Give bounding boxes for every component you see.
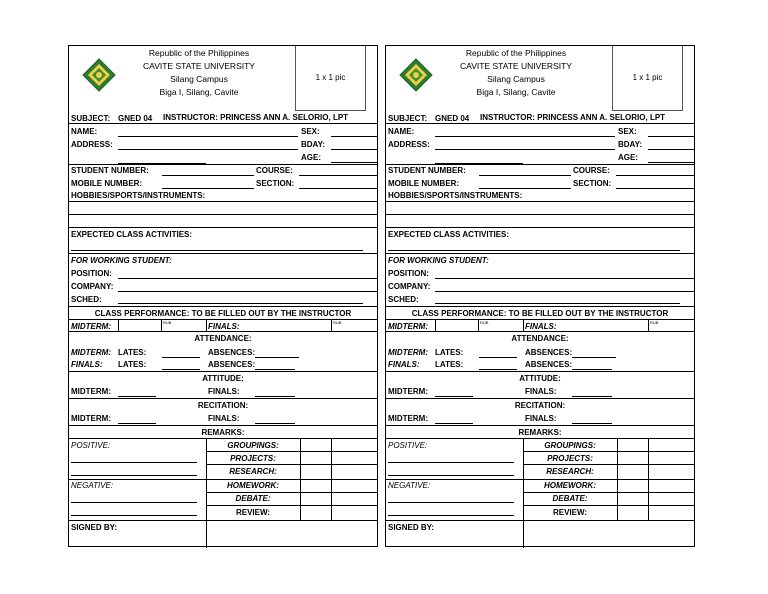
debate-label: DEBATE: bbox=[552, 494, 588, 503]
course-field[interactable] bbox=[616, 175, 694, 176]
section-field[interactable] bbox=[299, 188, 377, 189]
divider bbox=[69, 123, 377, 124]
divider bbox=[206, 464, 377, 465]
cell-border bbox=[478, 319, 479, 331]
attitude-heading: ATTITUDE: bbox=[202, 374, 244, 383]
recitation-finals-label: FINALS: bbox=[525, 414, 557, 423]
photo-box bbox=[612, 46, 683, 111]
grade-finals-label: FINALS: bbox=[525, 322, 557, 331]
positive-field-2[interactable] bbox=[71, 475, 197, 476]
divider bbox=[386, 201, 694, 202]
divider bbox=[69, 253, 377, 254]
age-label: AGE: bbox=[301, 153, 321, 162]
expected-label: EXPECTED CLASS ACTIVITIES: bbox=[388, 230, 510, 239]
hobbies-label: HOBBIES/SPORTS/INSTRUMENTS: bbox=[388, 191, 523, 200]
remarks-heading: REMARKS: bbox=[518, 428, 562, 437]
working-student-label: FOR WORKING STUDENT: bbox=[71, 256, 172, 265]
positive-field[interactable] bbox=[71, 462, 197, 463]
student-number-label: STUDENT NUMBER: bbox=[71, 166, 149, 175]
divider bbox=[386, 371, 694, 372]
groupings-label: GROUPINGS: bbox=[227, 441, 279, 450]
cell-border bbox=[118, 319, 119, 331]
mobile-number-field[interactable] bbox=[479, 188, 571, 189]
grade-midterm-label: MIDTERM: bbox=[388, 322, 428, 331]
student-card-left bbox=[68, 45, 378, 547]
name-field[interactable] bbox=[435, 136, 615, 137]
divider bbox=[386, 331, 694, 332]
projects-label: PROJECTS: bbox=[547, 454, 593, 463]
recitation-midterm-field[interactable] bbox=[435, 423, 473, 424]
position-field[interactable] bbox=[118, 278, 377, 279]
divider bbox=[206, 451, 377, 452]
sex-label: SEX: bbox=[618, 127, 637, 136]
divider bbox=[523, 464, 694, 465]
divider bbox=[386, 253, 694, 254]
groupings-label: GROUPINGS: bbox=[544, 441, 596, 450]
student-number-field[interactable] bbox=[479, 175, 571, 176]
divider bbox=[69, 520, 377, 521]
recitation-heading: RECITATION: bbox=[514, 401, 566, 410]
section-label: SECTION: bbox=[256, 179, 295, 188]
divider bbox=[386, 227, 694, 228]
divider bbox=[69, 425, 377, 426]
remarks-heading: REMARKS: bbox=[201, 428, 245, 437]
divider bbox=[69, 331, 377, 332]
research-label: RESEARCH: bbox=[546, 467, 594, 476]
student-number-label: STUDENT NUMBER: bbox=[388, 166, 466, 175]
midterm-lates-label: LATES: bbox=[435, 348, 464, 357]
company-label: COMPANY: bbox=[388, 282, 431, 291]
mobile-number-label: MOBILE NUMBER: bbox=[388, 179, 460, 188]
attitude-finals-label: FINALS: bbox=[208, 387, 240, 396]
sched-label: SCHED: bbox=[388, 295, 419, 304]
divider bbox=[523, 505, 694, 506]
grade-midterm-label: MIDTERM: bbox=[71, 322, 111, 331]
header-university: CAVITE STATE UNIVERSITY bbox=[143, 61, 255, 71]
cell-border bbox=[435, 319, 436, 331]
course-label: COURSE: bbox=[573, 166, 610, 175]
attendance-midterm-label: MIDTERM: bbox=[71, 348, 111, 357]
recitation-finals-field[interactable] bbox=[572, 423, 612, 424]
negative-field[interactable] bbox=[71, 502, 197, 503]
finals-absences-field[interactable] bbox=[255, 369, 295, 370]
sex-field[interactable] bbox=[648, 136, 694, 137]
attitude-midterm-label: MIDTERM: bbox=[388, 387, 428, 396]
divider bbox=[69, 201, 377, 202]
hobbies-line bbox=[69, 214, 377, 215]
attendance-finals-label: FINALS: bbox=[71, 360, 103, 369]
attitude-midterm-field[interactable] bbox=[118, 396, 156, 397]
attendance-heading: ATTENDANCE: bbox=[194, 334, 252, 343]
performance-title: CLASS PERFORMANCE: TO BE FILLED OUT BY THE INSTRUCTOR bbox=[411, 309, 669, 318]
attitude-heading: ATTITUDE: bbox=[519, 374, 561, 383]
midterm-lates-field[interactable] bbox=[162, 357, 200, 358]
hobbies-line bbox=[386, 214, 694, 215]
midterm-lates-field[interactable] bbox=[479, 357, 517, 358]
bday-field[interactable] bbox=[648, 149, 694, 150]
midterm-lates-label: LATES: bbox=[118, 348, 147, 357]
header-campus: Silang Campus bbox=[170, 74, 228, 84]
expected-field[interactable] bbox=[71, 250, 363, 251]
address-field[interactable] bbox=[118, 149, 298, 150]
divider bbox=[206, 505, 377, 506]
divider bbox=[69, 306, 377, 307]
photo-label: 1 x 1 pic bbox=[315, 73, 346, 82]
divider bbox=[386, 398, 694, 399]
finals-absences-label: ABSENCES: bbox=[525, 360, 573, 369]
negative-label: NEGATIVE: bbox=[388, 481, 431, 490]
positive-label: POSITIVE: bbox=[388, 441, 428, 450]
age-field[interactable] bbox=[331, 162, 377, 163]
divider bbox=[386, 123, 694, 124]
recitation-finals-field[interactable] bbox=[255, 423, 295, 424]
attitude-finals-label: FINALS: bbox=[525, 387, 557, 396]
mobile-number-label: MOBILE NUMBER: bbox=[71, 179, 143, 188]
negative-field-2[interactable] bbox=[388, 515, 514, 516]
attendance-midterm-label: MIDTERM: bbox=[388, 348, 428, 357]
subject-label: SUBJECT: bbox=[71, 114, 111, 123]
grade-mark: RUB bbox=[650, 320, 659, 325]
recitation-midterm-label: MIDTERM: bbox=[71, 414, 111, 423]
header-republic: Republic of the Philippines bbox=[148, 48, 250, 58]
homework-label: HOMEWORK: bbox=[544, 481, 596, 490]
name-label: NAME: bbox=[71, 127, 98, 136]
grade-finals-label: FINALS: bbox=[208, 322, 240, 331]
divider bbox=[69, 371, 377, 372]
signed-by-label: SIGNED BY: bbox=[388, 523, 435, 532]
positive-field-2[interactable] bbox=[388, 475, 514, 476]
divider bbox=[69, 227, 377, 228]
finals-lates-field[interactable] bbox=[479, 369, 517, 370]
header-campus: Silang Campus bbox=[487, 74, 545, 84]
attitude-finals-field[interactable] bbox=[255, 396, 295, 397]
negative-field[interactable] bbox=[388, 502, 514, 503]
instructor-label: INSTRUCTOR: PRINCESS ANN A. SELORIO, LPT bbox=[480, 113, 666, 122]
hobbies-label: HOBBIES/SPORTS/INSTRUMENTS: bbox=[71, 191, 206, 200]
bday-field[interactable] bbox=[331, 149, 377, 150]
subject-value: GNED 04 bbox=[118, 114, 153, 123]
performance-title: CLASS PERFORMANCE: TO BE FILLED OUT BY THE INSTRUCTOR bbox=[94, 309, 352, 318]
header-address: Biga I, Silang, Cavite bbox=[159, 87, 239, 97]
sex-field[interactable] bbox=[331, 136, 377, 137]
mobile-number-field[interactable] bbox=[162, 188, 254, 189]
homework-label: HOMEWORK: bbox=[227, 481, 279, 490]
working-student-label: FOR WORKING STUDENT: bbox=[388, 256, 489, 265]
attitude-finals-field[interactable] bbox=[572, 396, 612, 397]
course-label: COURSE: bbox=[256, 166, 293, 175]
photo-label: 1 x 1 pic bbox=[632, 73, 663, 82]
negative-field-2[interactable] bbox=[71, 515, 197, 516]
cell-border bbox=[331, 319, 332, 331]
student-card-right bbox=[385, 45, 695, 547]
section-field[interactable] bbox=[616, 188, 694, 189]
negative-label: NEGATIVE: bbox=[71, 481, 114, 490]
sched-field[interactable] bbox=[435, 303, 680, 304]
midterm-absences-field[interactable] bbox=[572, 357, 616, 358]
instructor-label: INSTRUCTOR: PRINCESS ANN A. SELORIO, LPT bbox=[163, 113, 349, 122]
positive-label: POSITIVE: bbox=[71, 441, 111, 450]
header-republic: Republic of the Philippines bbox=[465, 48, 567, 58]
midterm-absences-label: ABSENCES: bbox=[525, 348, 573, 357]
student-number-field[interactable] bbox=[162, 175, 254, 176]
grade-mark: RUB bbox=[480, 320, 489, 325]
grade-mark: RUB bbox=[333, 320, 342, 325]
divider bbox=[69, 398, 377, 399]
age-field[interactable] bbox=[648, 162, 694, 163]
attitude-midterm-field[interactable] bbox=[435, 396, 473, 397]
recitation-midterm-field[interactable] bbox=[118, 423, 156, 424]
company-label: COMPANY: bbox=[71, 282, 114, 291]
divider bbox=[523, 451, 694, 452]
divider bbox=[386, 520, 694, 521]
cell-border bbox=[648, 319, 649, 331]
research-label: RESEARCH: bbox=[229, 467, 277, 476]
address-field[interactable] bbox=[435, 149, 615, 150]
course-field[interactable] bbox=[299, 175, 377, 176]
section-label: SECTION: bbox=[573, 179, 612, 188]
name-label: NAME: bbox=[388, 127, 415, 136]
projects-label: PROJECTS: bbox=[230, 454, 276, 463]
company-field[interactable] bbox=[435, 291, 694, 292]
signed-by-label: SIGNED BY: bbox=[71, 523, 118, 532]
subject-value: GNED 04 bbox=[435, 114, 470, 123]
photo-box bbox=[295, 46, 366, 111]
midterm-absences-label: ABSENCES: bbox=[208, 348, 256, 357]
position-field[interactable] bbox=[435, 278, 694, 279]
recitation-finals-label: FINALS: bbox=[208, 414, 240, 423]
recitation-heading: RECITATION: bbox=[197, 401, 249, 410]
midterm-absences-field[interactable] bbox=[255, 357, 299, 358]
sched-field[interactable] bbox=[118, 303, 363, 304]
header-address: Biga I, Silang, Cavite bbox=[476, 87, 556, 97]
bday-label: BDAY: bbox=[301, 140, 326, 149]
finals-lates-label: LATES: bbox=[118, 360, 147, 369]
sched-label: SCHED: bbox=[71, 295, 102, 304]
sex-label: SEX: bbox=[301, 127, 320, 136]
recitation-midterm-label: MIDTERM: bbox=[388, 414, 428, 423]
finals-absences-label: ABSENCES: bbox=[208, 360, 256, 369]
review-label: REVIEW: bbox=[552, 508, 588, 517]
position-label: POSITION: bbox=[71, 269, 112, 278]
company-field[interactable] bbox=[118, 291, 377, 292]
divider bbox=[386, 425, 694, 426]
attendance-heading: ATTENDANCE: bbox=[511, 334, 569, 343]
cell-border bbox=[161, 319, 162, 331]
finals-absences-field[interactable] bbox=[572, 369, 612, 370]
expected-label: EXPECTED CLASS ACTIVITIES: bbox=[71, 230, 193, 239]
address-label: ADDRESS: bbox=[71, 140, 113, 149]
age-label: AGE: bbox=[618, 153, 638, 162]
divider bbox=[386, 306, 694, 307]
bday-label: BDAY: bbox=[618, 140, 643, 149]
attendance-finals-label: FINALS: bbox=[388, 360, 420, 369]
finals-lates-field[interactable] bbox=[162, 369, 200, 370]
review-label: REVIEW: bbox=[235, 508, 271, 517]
attitude-midterm-label: MIDTERM: bbox=[71, 387, 111, 396]
debate-label: DEBATE: bbox=[235, 494, 271, 503]
header-university: CAVITE STATE UNIVERSITY bbox=[460, 61, 572, 71]
cell-border bbox=[523, 319, 524, 331]
address-label: ADDRESS: bbox=[388, 140, 430, 149]
position-label: POSITION: bbox=[388, 269, 429, 278]
finals-lates-label: LATES: bbox=[435, 360, 464, 369]
cell-border bbox=[206, 319, 207, 331]
subject-label: SUBJECT: bbox=[388, 114, 428, 123]
grade-mark: RUB bbox=[163, 320, 172, 325]
positive-field[interactable] bbox=[388, 462, 514, 463]
expected-field[interactable] bbox=[388, 250, 680, 251]
name-field[interactable] bbox=[118, 136, 298, 137]
